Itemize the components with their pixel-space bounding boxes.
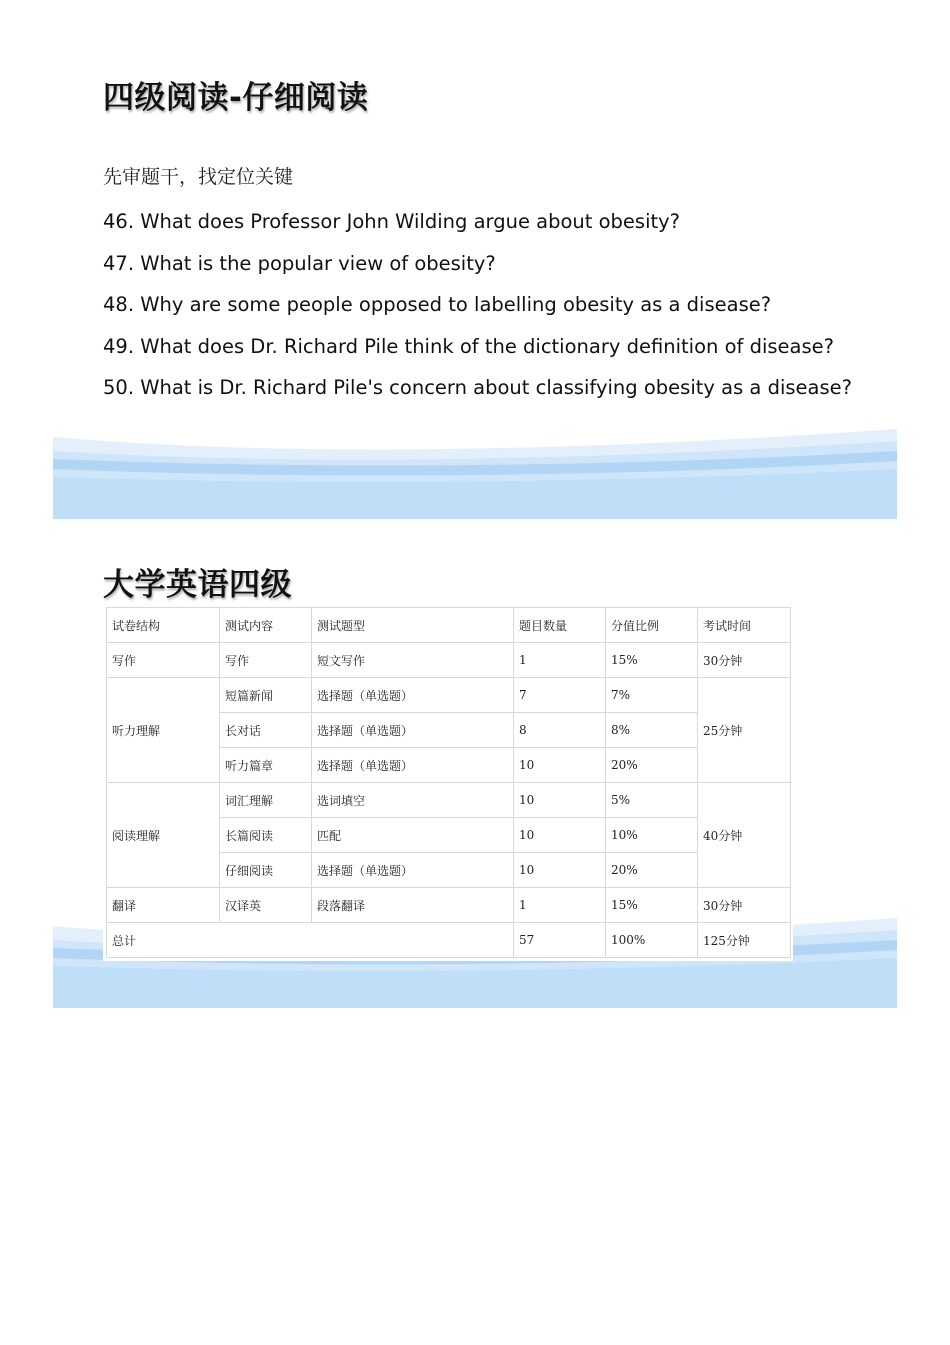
ratio-cell: 20% bbox=[606, 853, 698, 888]
subtitle: 先审题干，找定位关键 bbox=[103, 166, 294, 188]
section-cell: 写作 bbox=[107, 643, 220, 678]
question-item: 49. What does Dr. Richard Pile think of the dictionary definition of disease? bbox=[103, 334, 834, 358]
type-cell: 段落翻译 bbox=[312, 888, 514, 923]
type-cell: 选择题（单选题） bbox=[312, 713, 514, 748]
content-cell: 长篇阅读 bbox=[220, 818, 312, 853]
content-cell: 写作 bbox=[220, 643, 312, 678]
page-title: 四级阅读-仔细阅读 bbox=[103, 80, 369, 116]
header-cell: 试卷结构 bbox=[107, 608, 220, 643]
ratio-cell: 15% bbox=[606, 643, 698, 678]
count-cell: 10 bbox=[514, 818, 606, 853]
question-item: 46. What does Professor John Wilding argue about obesity? bbox=[103, 210, 681, 233]
content-cell: 听力篇章 bbox=[220, 748, 312, 783]
header-cell: 考试时间 bbox=[698, 608, 791, 643]
time-cell: 40分钟 bbox=[698, 783, 791, 888]
content-cell: 词汇理解 bbox=[220, 783, 312, 818]
header-cell: 题目数量 bbox=[514, 608, 606, 643]
section-cell: 翻译 bbox=[107, 888, 220, 923]
table-header-row bbox=[107, 608, 791, 643]
count-cell: 10 bbox=[514, 748, 606, 783]
count-cell: 8 bbox=[514, 713, 606, 748]
question-item: 48. Why are some people opposed to labelling obesity as a disease? bbox=[103, 293, 772, 317]
content-cell: 汉译英 bbox=[220, 888, 312, 923]
content-cell: 长对话 bbox=[220, 713, 312, 748]
table-row bbox=[107, 678, 791, 713]
ratio-cell: 20% bbox=[606, 748, 698, 783]
type-cell: 选择题（单选题） bbox=[312, 853, 514, 888]
table-total-row bbox=[107, 923, 791, 958]
page-title: 大学英语四级 bbox=[103, 567, 292, 603]
slide-cet4-structure bbox=[53, 530, 897, 1008]
section-cell: 阅读理解 bbox=[107, 783, 220, 888]
slide-reading-questions bbox=[53, 38, 897, 519]
time-cell: 30分钟 bbox=[698, 643, 791, 678]
ratio-cell: 5% bbox=[606, 783, 698, 818]
ratio-cell: 10% bbox=[606, 818, 698, 853]
question-item: 47. What is the popular view of obesity? bbox=[103, 251, 496, 275]
count-cell: 1 bbox=[514, 888, 606, 923]
type-cell: 匹配 bbox=[312, 818, 514, 853]
wave-decoration bbox=[53, 429, 897, 519]
exam-structure-table-container bbox=[103, 603, 793, 961]
type-cell: 选词填空 bbox=[312, 783, 514, 818]
time-cell: 30分钟 bbox=[698, 888, 791, 923]
header-cell: 分值比例 bbox=[606, 608, 698, 643]
ratio-cell: 7% bbox=[606, 678, 698, 713]
ratio-cell: 100% bbox=[606, 923, 698, 958]
type-cell: 选择题（单选题） bbox=[312, 678, 514, 713]
type-cell: 短文写作 bbox=[312, 643, 514, 678]
question-item: 50. What is Dr. Richard Pile's concern about classifying obesity as a disease? bbox=[103, 376, 852, 400]
question-list bbox=[103, 201, 852, 409]
ratio-cell: 8% bbox=[606, 713, 698, 748]
type-cell: 选择题（单选题） bbox=[312, 748, 514, 783]
ratio-cell: 15% bbox=[606, 888, 698, 923]
header-cell: 测试内容 bbox=[220, 608, 312, 643]
total-label-cell: 总计 bbox=[107, 923, 514, 958]
count-cell: 10 bbox=[514, 783, 606, 818]
count-cell: 10 bbox=[514, 853, 606, 888]
time-cell: 125分钟 bbox=[698, 923, 791, 958]
content-cell: 仔细阅读 bbox=[220, 853, 312, 888]
time-cell: 25分钟 bbox=[698, 678, 791, 783]
exam-structure-table bbox=[106, 607, 791, 958]
count-cell: 1 bbox=[514, 643, 606, 678]
count-cell: 7 bbox=[514, 678, 606, 713]
header-cell: 测试题型 bbox=[312, 608, 514, 643]
table-row bbox=[107, 783, 791, 818]
content-cell: 短篇新闻 bbox=[220, 678, 312, 713]
table-row bbox=[107, 888, 791, 923]
count-cell: 57 bbox=[514, 923, 606, 958]
section-cell: 听力理解 bbox=[107, 678, 220, 783]
table-row bbox=[107, 643, 791, 678]
